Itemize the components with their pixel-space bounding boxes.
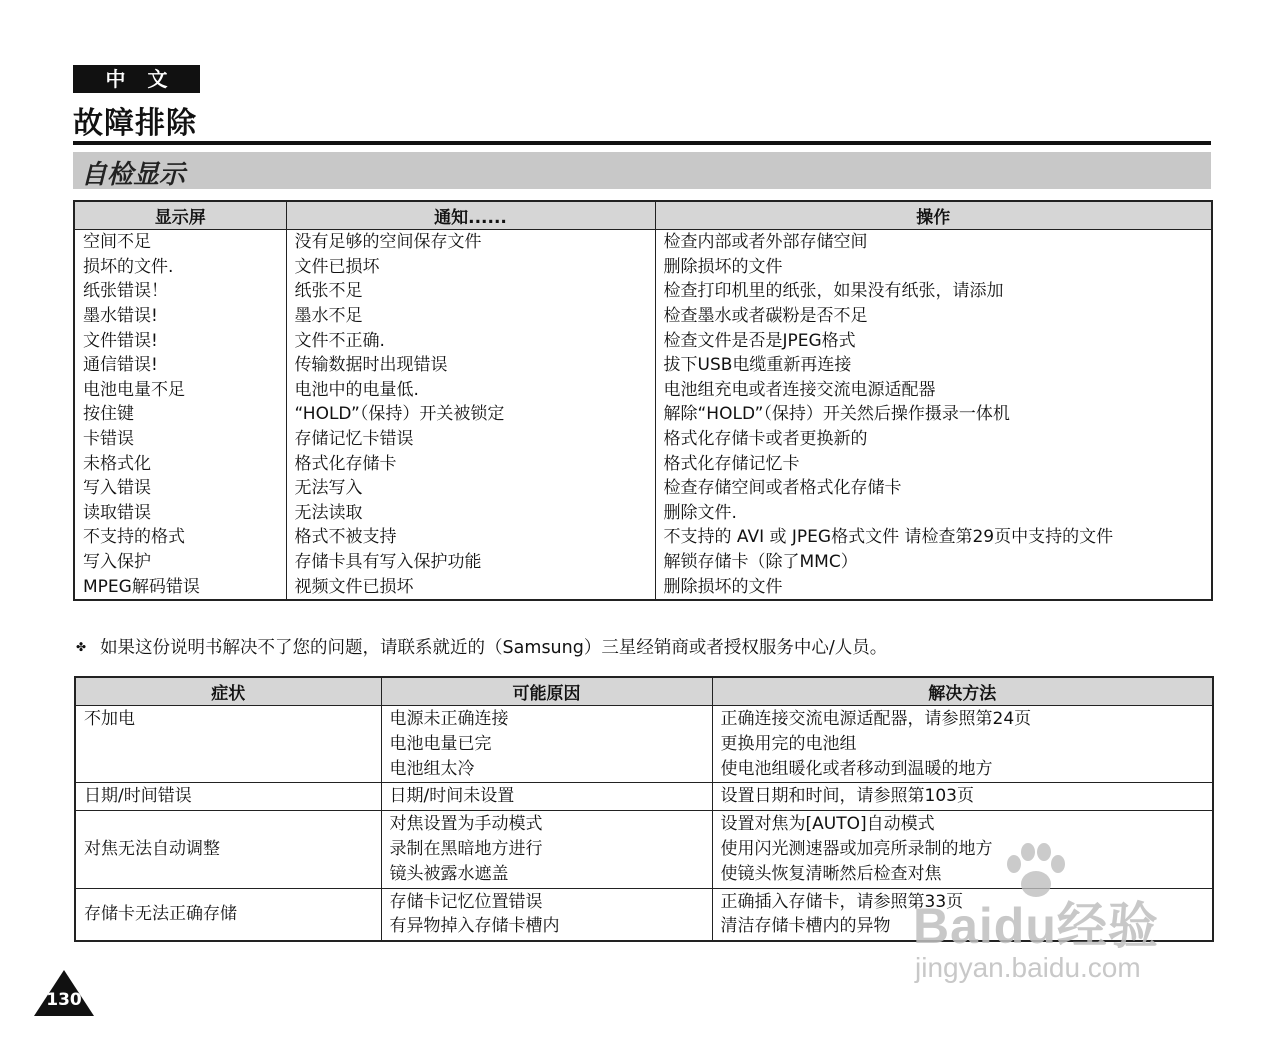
cause-line: 对焦设置为手动模式 [389,814,543,835]
column-header: 可能原因 [381,677,712,706]
notice-cell: 格式化存储卡 [286,451,655,476]
table-row [74,427,1212,452]
solution-cell [712,706,1213,783]
cause-cell [381,811,712,888]
solution-line: 使镜头恢复清晰然后检查对焦 [720,863,942,884]
table-row [74,255,1212,280]
action-cell: 删除文件. [655,501,1212,526]
section-title: 自检显示 [81,160,186,190]
action-cell: 拔下USB电缆重新再连接 [655,353,1212,378]
note-text: 如果这份说明书解决不了您的问题，请联系就近的（Samsung）三星经销商或者授权服务中心/人员。 [100,638,888,658]
solution-line: 使电池组暖化或者移动到温暖的地方 [720,758,993,779]
solution-line: 正确连接交流电源适配器，请参照第24页 [720,709,1032,729]
action-cell: 检查墨水或者碳粉是否不足 [655,304,1212,329]
table-row [75,706,1213,783]
table-row [74,550,1212,575]
column-header: 显示屏 [74,201,286,230]
notice-cell: “HOLD”（保持）开关被锁定 [286,402,655,427]
table-row [75,783,1213,811]
action-cell: 格式化存储记忆卡 [655,451,1212,476]
display-cell: MPEG解码错误 [74,574,286,600]
notice-cell: 墨水不足 [286,304,655,329]
table-row [74,328,1212,353]
section-header [73,152,1211,189]
display-cell: 写入错误 [74,476,286,501]
solution-line: 更换用完的电池组 [720,733,857,754]
cause-line: 电池组太冷 [389,758,475,779]
notice-cell: 视频文件已损坏 [286,574,655,600]
display-cell: 墨水错误! [74,304,286,329]
action-cell: 删除损坏的文件 [655,255,1212,280]
action-cell: 检查存储空间或者格式化存储卡 [655,476,1212,501]
error-display-table [73,200,1213,601]
action-cell: 电池组充电或者连接交流电源适配器 [655,378,1212,403]
display-cell: 电池电量不足 [74,378,286,403]
page-number: 130 [46,990,82,1010]
notice-cell: 存储卡具有写入保护功能 [286,550,655,575]
notice-cell: 无法写入 [286,476,655,501]
cause-cell [381,706,712,783]
solution-line: 正确插入存储卡，请参照第33页 [720,891,964,912]
contact-note [76,634,887,659]
column-header: 通知...... [286,201,655,230]
display-cell: 通信错误! [74,353,286,378]
notice-cell: 存储记忆卡错误 [286,427,655,452]
page-number-badge [34,970,94,1016]
table-header-row [75,677,1213,706]
watermark [905,842,1205,1002]
display-cell: 读取错误 [74,501,286,526]
table-row [74,378,1212,403]
display-cell: 按住键 [74,402,286,427]
symptom-cell: 不加电 [75,706,381,783]
column-header: 操作 [655,201,1212,230]
solution-line: 使用闪光测速器或加亮所录制的地方 [720,838,993,859]
symptom-cell: 日期/时间错误 [75,783,381,811]
action-cell: 不支持的 AVI 或 JPEG格式文件 请检查第29页中支持的文件 [655,525,1212,550]
table-row [74,451,1212,476]
cause-line: 有异物掉入存储卡槽内 [389,916,560,937]
solution-line: 清洁存储卡槽内的异物 [720,916,891,937]
table-row [74,574,1212,600]
cause-line: 电池电量已完 [389,733,492,754]
watermark-brand: Baidu经验 [913,898,1159,954]
action-cell: 解锁存储卡（除了MMC） [655,550,1212,575]
solution-line: 设置对焦为[AUTO]自动模式 [720,814,935,835]
action-cell: 检查内部或者外部存储空间 [655,230,1212,255]
display-cell: 空间不足 [74,230,286,255]
cause-line: 电源未正确连接 [389,709,509,729]
cause-line: 镜头被露水遮盖 [389,863,509,884]
cause-line: 存储卡记忆位置错误 [389,891,543,912]
action-cell: 检查文件是否是JPEG格式 [655,328,1212,353]
table-row [74,304,1212,329]
table-row [74,279,1212,304]
table-row [74,476,1212,501]
display-cell: 写入保护 [74,550,286,575]
notice-cell: 无法读取 [286,501,655,526]
notice-cell: 纸张不足 [286,279,655,304]
notice-cell: 格式不被支持 [286,525,655,550]
notice-cell: 文件已损坏 [286,255,655,280]
column-header: 症状 [75,677,381,706]
action-cell: 解除“HOLD”（保持）开关然后操作摄录一体机 [655,402,1212,427]
display-cell: 纸张错误！ [74,279,286,304]
notice-cell: 没有足够的空间保存文件 [286,230,655,255]
display-cell: 不支持的格式 [74,525,286,550]
table-row [74,525,1212,550]
solution-cell [712,783,1213,811]
table-header-row [74,201,1212,230]
cause-cell [381,783,712,811]
cause-line: 日期/时间未设置 [389,786,515,807]
table-row [74,230,1212,255]
language-badge: 中文 [73,65,200,93]
display-cell: 卡错误 [74,427,286,452]
bullet-icon: ✤ [76,640,87,654]
solution-line: 设置日期和时间，请参照第103页 [720,786,974,807]
table-row [74,402,1212,427]
page-title: 故障排除 [73,106,197,141]
notice-cell: 文件不正确. [286,328,655,353]
action-cell: 检查打印机里的纸张，如果没有纸张，请添加 [655,279,1212,304]
symptom-cell: 对焦无法自动调整 [75,811,381,888]
cause-line: 录制在黑暗地方进行 [389,838,543,859]
cause-cell [381,888,712,941]
action-cell: 格式化存储卡或者更换新的 [655,427,1212,452]
table-row [74,353,1212,378]
watermark-url: jingyan.baidu.com [915,952,1141,983]
symptom-cell: 存储卡无法正确存储 [75,888,381,941]
display-cell: 损坏的文件. [74,255,286,280]
column-header: 解决方法 [712,677,1213,706]
action-cell: 删除损坏的文件 [655,574,1212,600]
display-cell: 文件错误! [74,328,286,353]
notice-cell: 传输数据时出现错误 [286,353,655,378]
table-row [74,501,1212,526]
display-cell: 未格式化 [74,451,286,476]
notice-cell: 电池中的电量低. [286,378,655,403]
title-divider [73,141,1211,145]
